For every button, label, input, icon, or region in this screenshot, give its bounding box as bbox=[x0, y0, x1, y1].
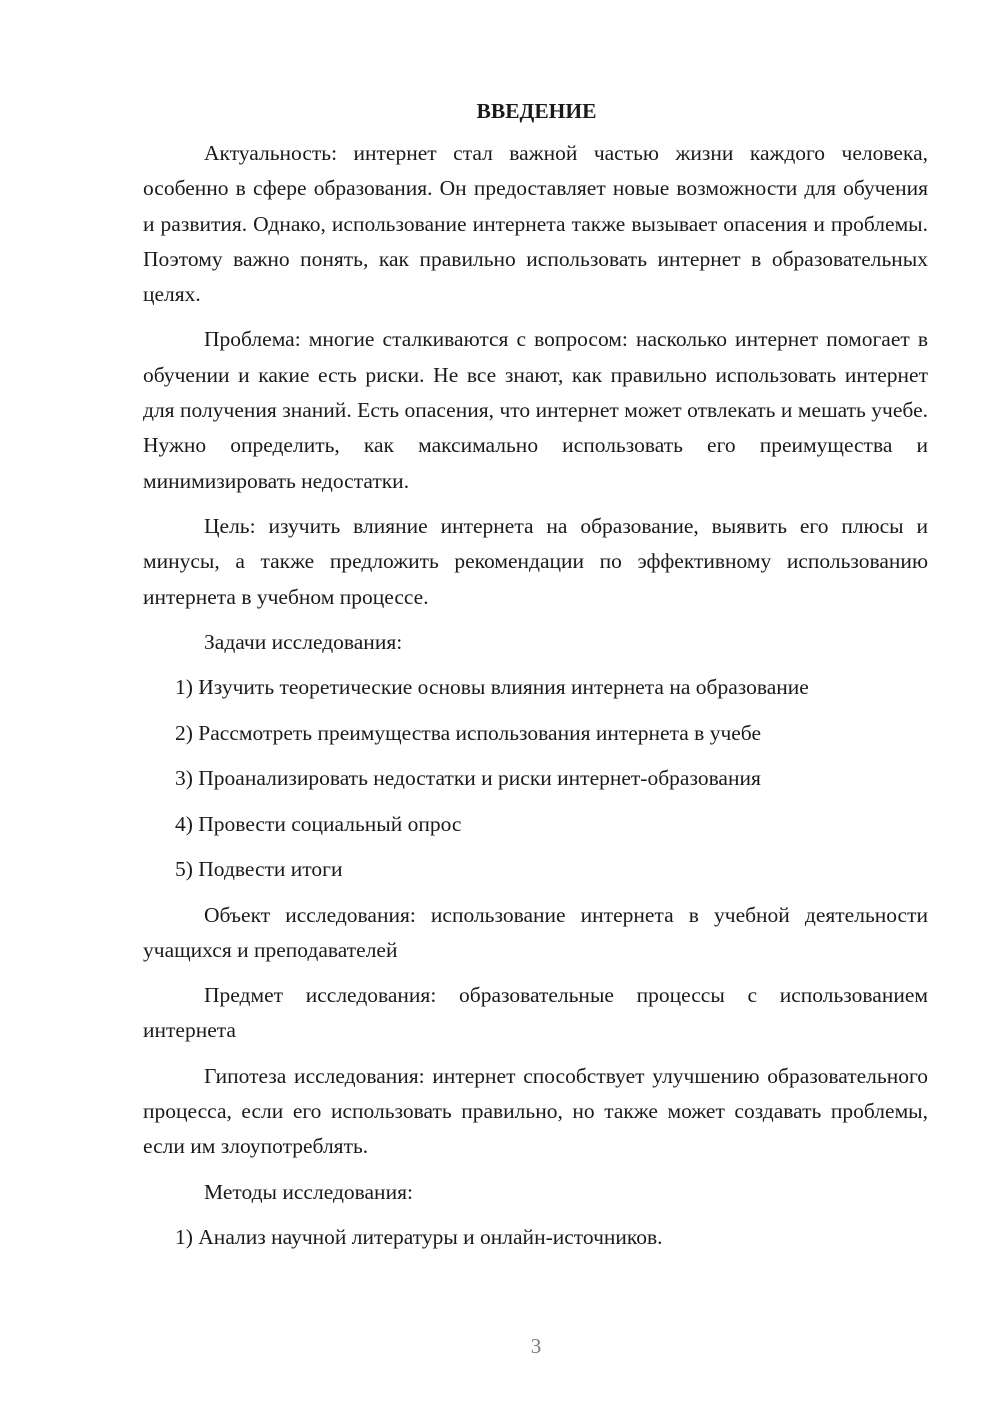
subject-paragraph: Предмет исследования: образовательные процессы с использованием интернета bbox=[143, 983, 928, 1043]
task-item: 4) Провести социальный опрос bbox=[175, 811, 462, 836]
object-paragraph: Объект исследования: использование интернета в учебной деятельности учащихся и преподавателей bbox=[143, 902, 928, 962]
page-number: 3 bbox=[530, 1334, 542, 1358]
method-item: 1) Анализ научной литературы и онлайн-источников. bbox=[175, 1224, 663, 1249]
task-item: 3) Проанализировать недостатки и риски интернет-образования bbox=[175, 766, 761, 791]
methods-heading: Методы исследования: bbox=[204, 1179, 413, 1204]
problem-paragraph: Проблема: многие сталкиваются с вопросом: насколько интернет помогает в обучении и какие есть риски. Не все знают, как правильно использовать интернет для получения знаний. Есть опасения, что интернет может отвлекать и мешать учебе. Нужно определить, как максимально использовать его преимущества и минимизировать недостатки. bbox=[143, 327, 928, 493]
relevance-paragraph: Актуальность: интернет стал важной частью жизни каждого человека, особенно в сфере образования. Он предоставляет новые возможности для обучения и развития. Однако, использование интернета также вызывает опасения и проблемы. Поэтому важно понять, как правильно использовать интернет в образовательных целях. bbox=[143, 141, 928, 307]
hypothesis-paragraph: Гипотеза исследования: интернет способствует улучшению образовательного процесса, если его использовать правильно, но также может создавать проблемы, если им злоупотреблять. bbox=[143, 1063, 928, 1159]
task-item: 2) Рассмотреть преимущества использования интернета в учебе bbox=[175, 720, 762, 745]
goal-paragraph: Цель: изучить влияние интернета на образование, выявить его плюсы и минусы, а также предложить рекомендации по эффективному использованию интернета в учебном процессе. bbox=[143, 513, 928, 609]
page-title: ВВЕДЕНИЕ bbox=[476, 99, 597, 123]
task-item: 1) Изучить теоретические основы влияния интернета на образование bbox=[175, 675, 809, 700]
methods-list bbox=[143, 1220, 928, 1255]
tasks-list bbox=[143, 670, 928, 887]
page-content bbox=[143, 96, 928, 1255]
task-item: 5) Подвести итоги bbox=[175, 857, 343, 882]
tasks-heading: Задачи исследования: bbox=[204, 629, 403, 654]
